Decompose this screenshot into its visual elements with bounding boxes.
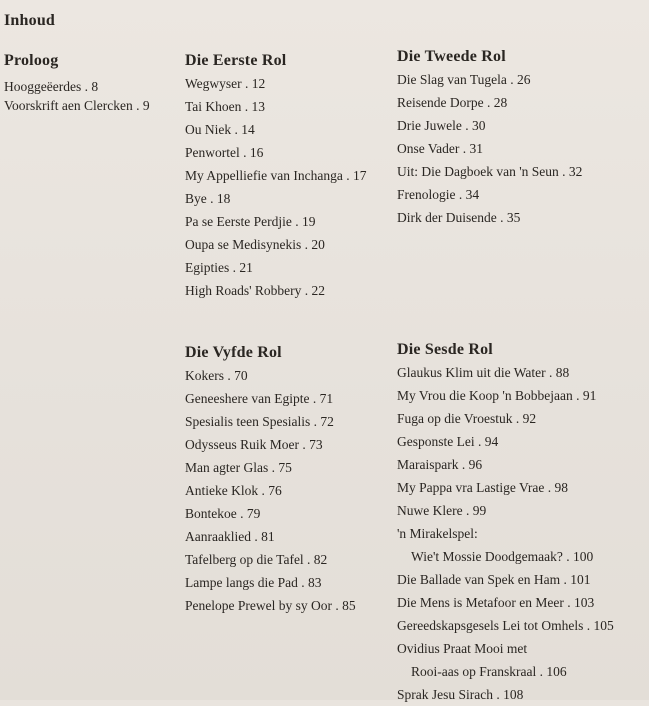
list-item: Tai Khoen . 13 (185, 99, 266, 114)
list-item: Fuga op die Vroestuk . 92 (397, 411, 537, 426)
list-item: Glaukus Klim uit die Water . 88 (397, 365, 570, 380)
list-item: High Roads' Robbery . 22 (185, 283, 326, 298)
list-tweede (397, 68, 582, 229)
list-item: My Pappa vra Lastige Vrae . 98 (397, 480, 569, 495)
list-item: Spesialis teen Spesialis . 72 (185, 414, 334, 429)
list-item: Ou Niek . 14 (185, 122, 255, 137)
list-item: Frenologie . 34 (397, 187, 480, 202)
list-item: Hooggeëerdes . 8 (4, 79, 99, 94)
list-item: Pa se Eerste Perdjie . 19 (185, 214, 316, 229)
list-item: Voorskrift aen Clercken . 9 (4, 98, 150, 113)
list-item: Kokers . 70 (185, 368, 248, 383)
list-sesde (397, 361, 614, 706)
list-item: Rooi-aas op Franskraal . 106 (411, 664, 567, 679)
list-item: Uit: Die Dagboek van 'n Seun . 32 (397, 164, 583, 179)
section-heading-eerste: Die Eerste Rol (185, 52, 287, 69)
page-title: Inhoud (4, 12, 56, 29)
list-item: Wie't Mossie Doodgemaak? . 100 (411, 549, 594, 564)
list-item: Die Slag van Tugela . 26 (397, 72, 531, 87)
list-item: Onse Vader . 31 (397, 141, 483, 156)
list-item: Aanraaklied . 81 (185, 529, 275, 544)
section-heading-sesde: Die Sesde Rol (397, 341, 493, 358)
list-item: Oupa se Medisynekis . 20 (185, 237, 325, 252)
list-item: Man agter Glas . 75 (185, 460, 292, 475)
list-item: Egipties . 21 (185, 260, 253, 275)
list-item: Bye . 18 (185, 191, 231, 206)
list-item: Bontekoe . 79 (185, 506, 261, 521)
section-heading-vyfde: Die Vyfde Rol (185, 344, 282, 361)
list-proloog (4, 77, 150, 115)
list-item: Ovidius Praat Mooi met (397, 641, 528, 656)
list-item: My Appelliefie van Inchanga . 17 (185, 168, 367, 183)
list-item: Nuwe Klere . 99 (397, 503, 487, 518)
section-heading-tweede: Die Tweede Rol (397, 48, 506, 65)
list-item: Tafelberg op die Tafel . 82 (185, 552, 328, 567)
list-item: Geneeshere van Egipte . 71 (185, 391, 334, 406)
list-item: Maraispark . 96 (397, 457, 483, 472)
list-item: Penwortel . 16 (185, 145, 264, 160)
list-item: My Vrou die Koop 'n Bobbejaan . 91 (397, 388, 597, 403)
list-item: Wegwyser . 12 (185, 76, 266, 91)
list-item: Drie Juwele . 30 (397, 118, 486, 133)
list-item: Gereedskapsgesels Lei tot Omhels . 105 (397, 618, 614, 633)
list-item: Sprak Jesu Sirach . 108 (397, 687, 524, 702)
list-item: Antieke Klok . 76 (185, 483, 282, 498)
list-eerste (185, 72, 366, 302)
list-item: Odysseus Ruik Moer . 73 (185, 437, 323, 452)
list-item: Die Mens is Metafoor en Meer . 103 (397, 595, 595, 610)
list-item: Die Ballade van Spek en Ham . 101 (397, 572, 591, 587)
list-vyfde (185, 364, 356, 617)
list-item: Gesponste Lei . 94 (397, 434, 499, 449)
list-item: Penelope Prewel by sy Oor . 85 (185, 598, 356, 613)
list-item: Reisende Dorpe . 28 (397, 95, 508, 110)
list-item: Lampe langs die Pad . 83 (185, 575, 322, 590)
list-item: Dirk der Duisende . 35 (397, 210, 521, 225)
list-item: 'n Mirakelspel: (397, 526, 478, 541)
section-heading-proloog: Proloog (4, 52, 59, 69)
